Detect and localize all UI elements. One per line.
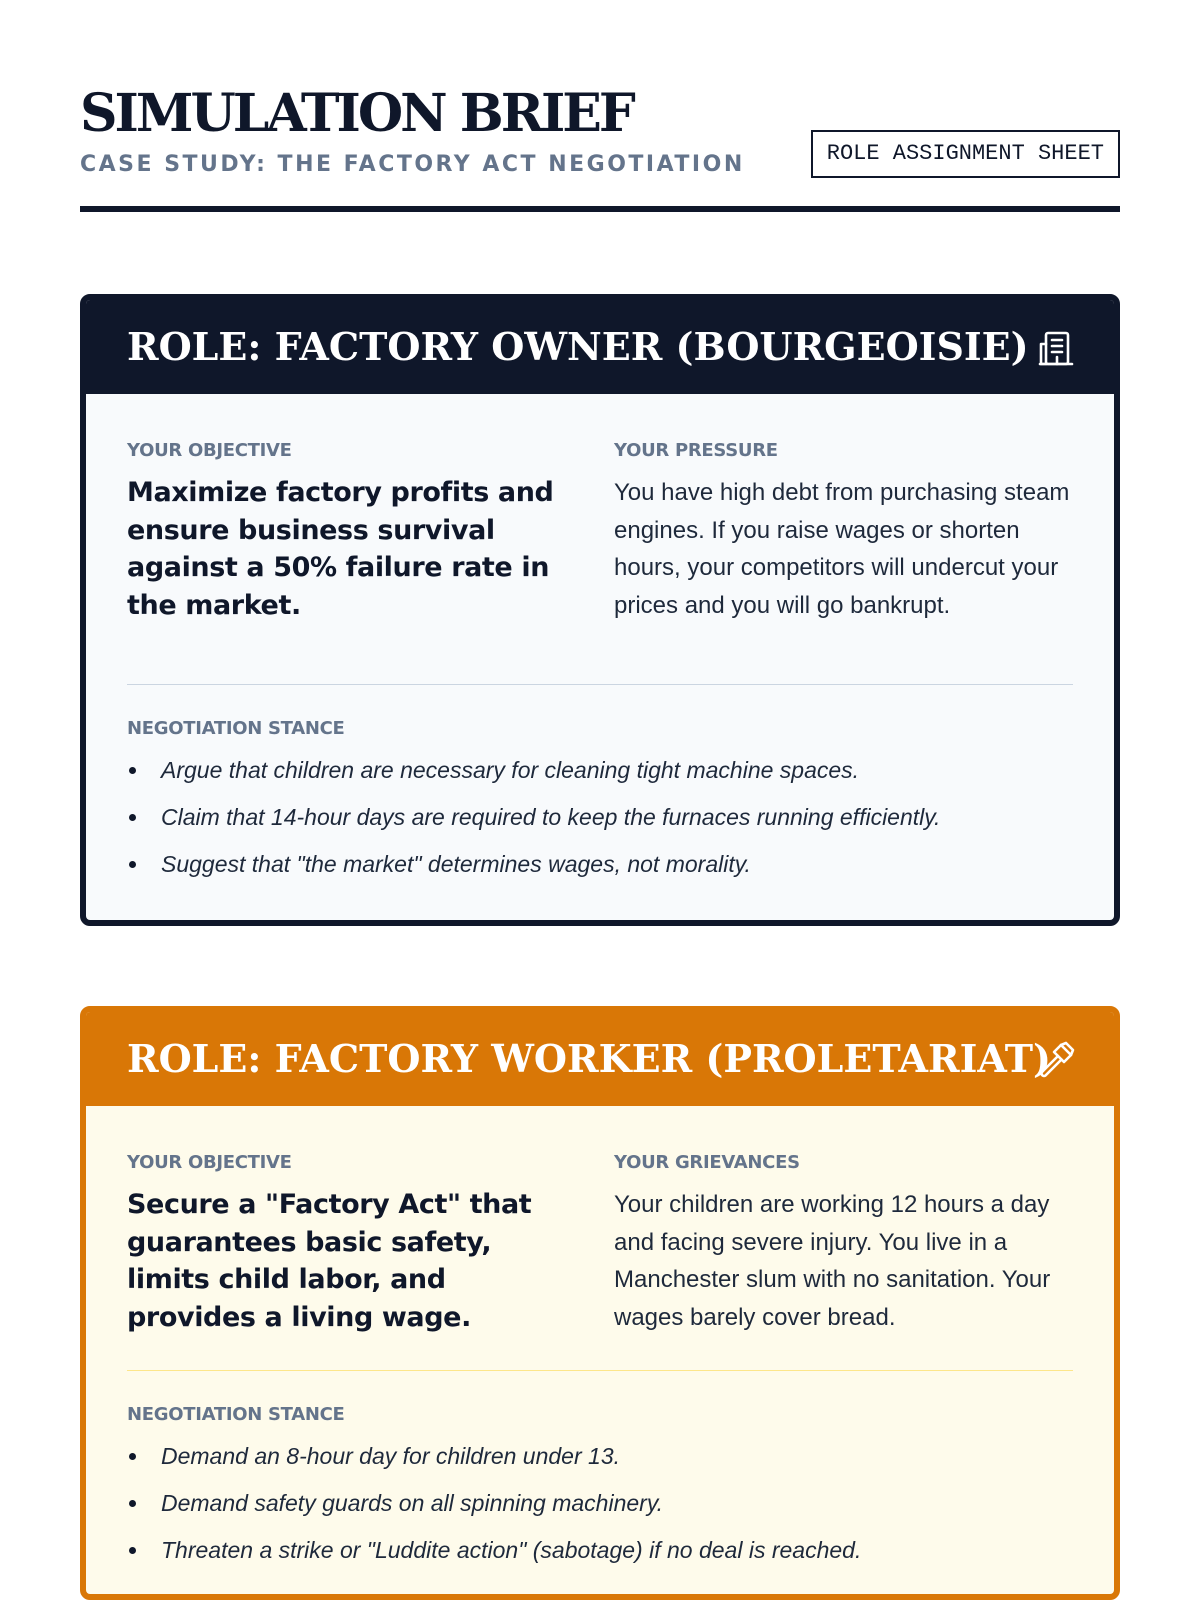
stance-item [127, 846, 1073, 893]
role-title: ROLE: FACTORY WORKER (PROLETARIAT) [127, 1036, 1052, 1081]
bullet-icon [129, 814, 136, 821]
stance-item [127, 1532, 1073, 1579]
building-icon [1036, 328, 1076, 368]
role-card-header [86, 1012, 1114, 1106]
objective-label: YOUR OBJECTIVE [127, 1152, 292, 1173]
role-card-factory-worker [80, 1006, 1120, 1600]
section-divider [127, 684, 1073, 685]
stance-item [127, 799, 1073, 846]
pressure-label: YOUR PRESSURE [614, 440, 778, 461]
stance-item [127, 752, 1073, 799]
stance-item-text: Suggest that "the market" determines wages, not morality. [161, 851, 751, 877]
role-card-factory-owner [80, 294, 1120, 926]
objective-label: YOUR OBJECTIVE [127, 440, 292, 461]
stance-item-text: Demand an 8-hour day for children under 13. [161, 1443, 621, 1469]
bullet-icon [129, 767, 136, 774]
objective-text: Maximize factory profits and ensure business survival against a 50% failure rate in the market. [127, 477, 554, 621]
objective-text: Secure a "Factory Act" that guarantees basic safety, limits child labor, and provides a living wage. [127, 1189, 532, 1333]
stance-label: NEGOTIATION STANCE [127, 718, 345, 739]
page-title: SIMULATION BRIEF [80, 83, 633, 144]
page-subtitle: CASE STUDY: THE FACTORY ACT NEGOTIATION [80, 152, 745, 177]
section-divider [127, 1370, 1073, 1371]
negotiation-stance-section [127, 718, 1073, 893]
pressure-text: You have high debt from purchasing steam engines. If you raise wages or shorten hours, your competitors will undercut your prices and you will go bankrupt. [614, 479, 1070, 619]
grievances-text: Your children are working 12 hours a day and facing severe injury. You live in a Manchester slum with no sanitation. Your wages barely cover bread. [614, 1191, 1051, 1331]
objective-section [127, 440, 567, 624]
pressure-section [614, 440, 1084, 624]
stance-item-text: Demand safety guards on all spinning machinery. [161, 1490, 664, 1516]
stance-item [127, 1438, 1073, 1485]
stance-item [127, 1485, 1073, 1532]
stance-list [127, 1438, 1073, 1579]
stance-item-text: Claim that 14-hour days are required to keep the furnaces running efficiently. [161, 804, 941, 830]
page-header [80, 78, 1120, 212]
objective-section [127, 1152, 567, 1336]
bullet-icon [129, 1500, 136, 1507]
negotiation-stance-section [127, 1404, 1073, 1579]
stance-list [127, 752, 1073, 893]
grievances-label: YOUR GRIEVANCES [614, 1152, 800, 1173]
bullet-icon [129, 1453, 136, 1460]
bullet-icon [129, 861, 136, 868]
role-title: ROLE: FACTORY OWNER (BOURGEOISIE) [127, 324, 1029, 369]
stance-item-text: Argue that children are necessary for cleaning tight machine spaces. [161, 757, 860, 783]
grievances-section [614, 1152, 1084, 1336]
stance-item-text: Threaten a strike or "Luddite action" (sabotage) if no deal is reached. [161, 1537, 862, 1563]
stance-label: NEGOTIATION STANCE [127, 1404, 345, 1425]
role-assignment-tag: ROLE ASSIGNMENT SHEET [811, 130, 1120, 178]
hammer-icon [1036, 1040, 1076, 1080]
role-card-header [86, 300, 1114, 394]
bullet-icon [129, 1547, 136, 1554]
